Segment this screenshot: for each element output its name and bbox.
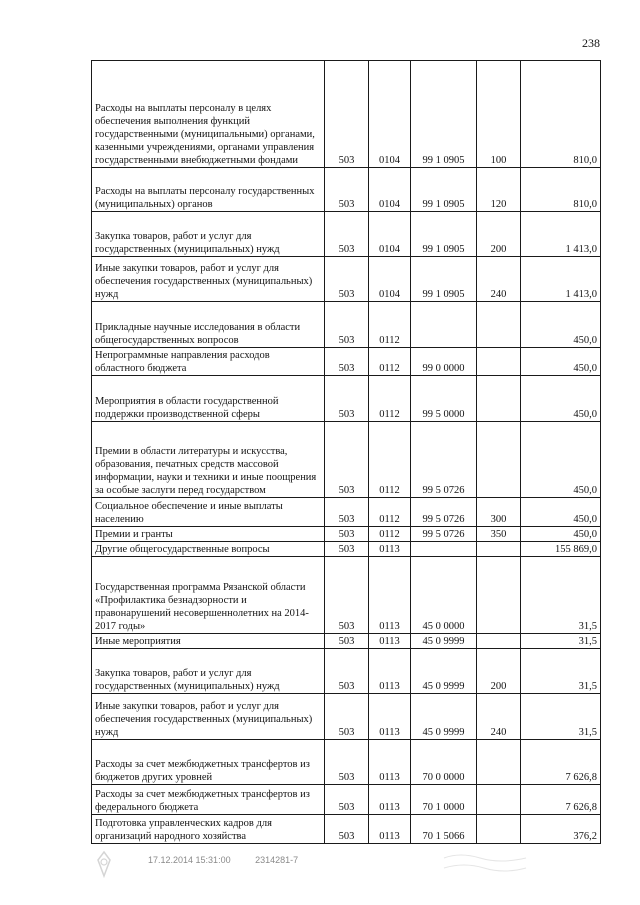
row-code: 503	[325, 376, 369, 422]
row-article: 70 1 0000	[411, 785, 477, 815]
row-code: 503	[325, 649, 369, 694]
row-kind	[477, 376, 521, 422]
row-amount: 810,0	[521, 61, 601, 168]
row-kind	[477, 634, 521, 649]
row-amount: 31,5	[521, 557, 601, 634]
row-code: 503	[325, 61, 369, 168]
footer-timestamp: 17.12.2014 15:31:00	[148, 855, 231, 865]
row-amount: 1 413,0	[521, 212, 601, 257]
row-name: Прикладные научные исследования в области общегосударственных вопросов	[92, 302, 325, 348]
row-article: 99 1 0905	[411, 212, 477, 257]
row-kind: 240	[477, 694, 521, 740]
table-row	[92, 61, 601, 168]
row-section: 0104	[369, 257, 411, 302]
row-article: 99 1 0905	[411, 257, 477, 302]
row-amount: 1 413,0	[521, 257, 601, 302]
table-row	[92, 557, 601, 634]
row-section: 0104	[369, 61, 411, 168]
row-code: 503	[325, 542, 369, 557]
row-name: Иные мероприятия	[92, 634, 325, 649]
row-name: Расходы за счет межбюджетных трансфертов из федерального бюджета	[92, 785, 325, 815]
table-row	[92, 257, 601, 302]
row-name: Закупка товаров, работ и услуг для государственных (муниципальных) нужд	[92, 649, 325, 694]
budget-table	[91, 60, 601, 844]
table-row	[92, 348, 601, 376]
row-section: 0104	[369, 168, 411, 212]
row-amount: 7 626,8	[521, 785, 601, 815]
row-name: Закупка товаров, работ и услуг для государственных (муниципальных) нужд	[92, 212, 325, 257]
row-name: Расходы за счет межбюджетных трансфертов из бюджетов других уровней	[92, 740, 325, 785]
row-section: 0113	[369, 785, 411, 815]
row-section: 0113	[369, 694, 411, 740]
row-name: Иные закупки товаров, работ и услуг для обеспечения государственных (муниципальных) нужд	[92, 694, 325, 740]
row-section: 0113	[369, 634, 411, 649]
row-amount: 450,0	[521, 527, 601, 542]
row-article: 99 1 0905	[411, 61, 477, 168]
row-section: 0113	[369, 542, 411, 557]
row-article: 70 0 0000	[411, 740, 477, 785]
row-name: Подготовка управленческих кадров для организаций народного хозяйства	[92, 815, 325, 844]
row-code: 503	[325, 785, 369, 815]
row-code: 503	[325, 634, 369, 649]
row-article: 45 0 0000	[411, 557, 477, 634]
row-amount: 450,0	[521, 376, 601, 422]
row-code: 503	[325, 422, 369, 498]
row-kind	[477, 785, 521, 815]
row-article: 45 0 9999	[411, 694, 477, 740]
page-number: 238	[582, 36, 600, 50]
faint-stamp-icon	[440, 850, 530, 878]
row-name: Расходы на выплаты персоналу государственных (муниципальных) органов	[92, 168, 325, 212]
row-kind: 240	[477, 257, 521, 302]
table-row	[92, 527, 601, 542]
row-section: 0113	[369, 815, 411, 844]
table-row	[92, 815, 601, 844]
row-amount: 31,5	[521, 634, 601, 649]
row-article: 99 5 0726	[411, 422, 477, 498]
row-kind: 200	[477, 212, 521, 257]
row-code: 503	[325, 348, 369, 376]
row-article	[411, 542, 477, 557]
row-section: 0112	[369, 527, 411, 542]
row-kind	[477, 557, 521, 634]
row-section: 0112	[369, 302, 411, 348]
table-row	[92, 634, 601, 649]
row-section: 0112	[369, 376, 411, 422]
row-amount: 810,0	[521, 168, 601, 212]
row-kind: 300	[477, 498, 521, 527]
row-section: 0113	[369, 649, 411, 694]
row-amount: 31,5	[521, 649, 601, 694]
row-kind: 100	[477, 61, 521, 168]
row-code: 503	[325, 557, 369, 634]
row-code: 503	[325, 212, 369, 257]
row-amount: 7 626,8	[521, 740, 601, 785]
row-kind	[477, 302, 521, 348]
row-kind	[477, 348, 521, 376]
row-article: 70 1 5066	[411, 815, 477, 844]
row-section: 0113	[369, 557, 411, 634]
row-code: 503	[325, 257, 369, 302]
row-kind: 350	[477, 527, 521, 542]
table-row	[92, 168, 601, 212]
table-row	[92, 785, 601, 815]
row-code: 503	[325, 740, 369, 785]
row-code: 503	[325, 527, 369, 542]
row-name: Непрограммные направления расходов областного бюджета	[92, 348, 325, 376]
row-section: 0104	[369, 212, 411, 257]
row-amount: 376,2	[521, 815, 601, 844]
row-article: 99 5 0726	[411, 527, 477, 542]
row-article: 99 0 0000	[411, 348, 477, 376]
row-article: 99 5 0726	[411, 498, 477, 527]
row-code: 503	[325, 498, 369, 527]
table-row	[92, 649, 601, 694]
row-name: Расходы на выплаты персоналу в целях обеспечения выполнения функций государственными (муниципальными) органами, казенными учреждениями, органами управления государственными внебюджетными фондами	[92, 61, 325, 168]
row-article	[411, 302, 477, 348]
row-article: 45 0 9999	[411, 634, 477, 649]
row-article: 99 1 0905	[411, 168, 477, 212]
row-code: 503	[325, 694, 369, 740]
row-kind: 120	[477, 168, 521, 212]
table-row	[92, 542, 601, 557]
row-code: 503	[325, 302, 369, 348]
table-row	[92, 212, 601, 257]
row-section: 0112	[369, 498, 411, 527]
row-kind: 200	[477, 649, 521, 694]
row-code: 503	[325, 815, 369, 844]
row-name: Государственная программа Рязанской области «Профилактика безнадзорности и правонарушений несовершеннолетних на 2014-2017 годы»	[92, 557, 325, 634]
row-name: Мероприятия в области государственной поддержки производственной сферы	[92, 376, 325, 422]
table-row	[92, 694, 601, 740]
table-row	[92, 376, 601, 422]
row-amount: 450,0	[521, 422, 601, 498]
row-amount: 450,0	[521, 498, 601, 527]
row-kind	[477, 740, 521, 785]
table-row	[92, 422, 601, 498]
row-amount: 450,0	[521, 348, 601, 376]
row-article: 99 5 0000	[411, 376, 477, 422]
row-name: Другие общегосударственные вопросы	[92, 542, 325, 557]
row-amount: 155 869,0	[521, 542, 601, 557]
row-name: Премии в области литературы и искусства, образования, печатных средств массовой информации, науки и техники и иные поощрения за особые заслуги перед государством	[92, 422, 325, 498]
row-amount: 31,5	[521, 694, 601, 740]
row-section: 0112	[369, 348, 411, 376]
row-name: Социальное обеспечение и иные выплаты населению	[92, 498, 325, 527]
row-section: 0113	[369, 740, 411, 785]
row-section: 0112	[369, 422, 411, 498]
table-row	[92, 498, 601, 527]
row-kind	[477, 422, 521, 498]
row-code: 503	[325, 168, 369, 212]
footer-doc-number: 2314281-7	[255, 855, 299, 865]
row-article: 45 0 9999	[411, 649, 477, 694]
row-kind	[477, 815, 521, 844]
footer-stamp	[88, 855, 320, 865]
row-name: Иные закупки товаров, работ и услуг для обеспечения государственных (муниципальных) нужд	[92, 257, 325, 302]
row-amount: 450,0	[521, 302, 601, 348]
table-row	[92, 302, 601, 348]
row-kind	[477, 542, 521, 557]
table-row	[92, 740, 601, 785]
row-name: Премии и гранты	[92, 527, 325, 542]
